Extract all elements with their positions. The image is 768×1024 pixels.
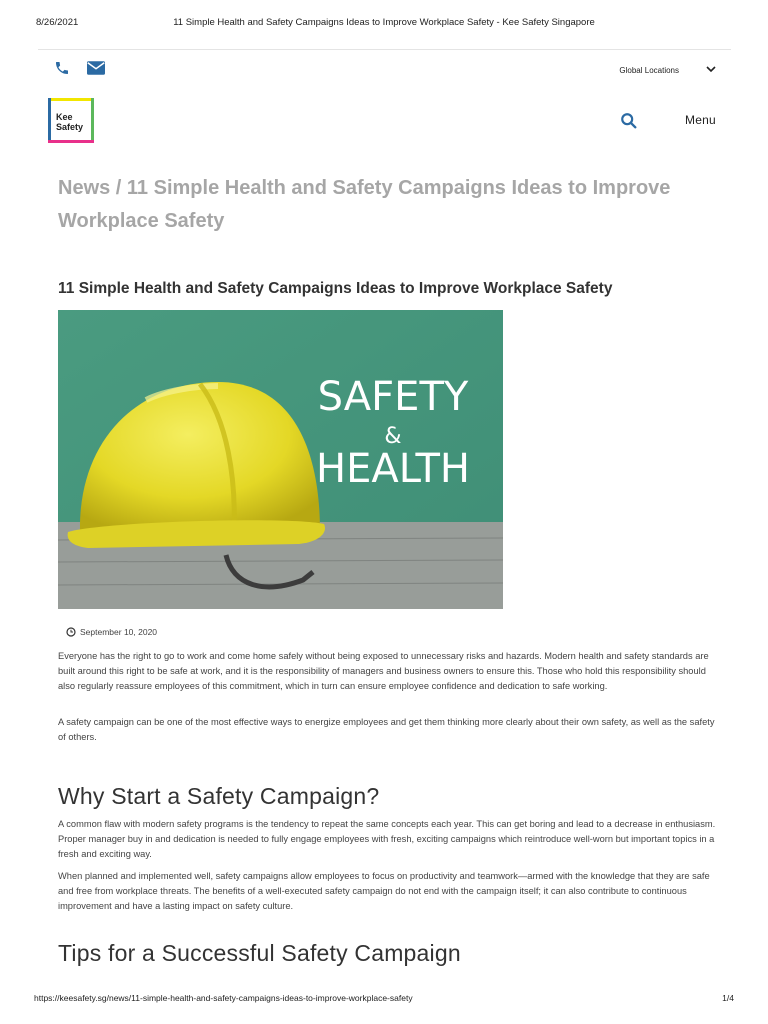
- print-date: 8/26/2021: [36, 17, 79, 28]
- section-heading-why: Why Start a Safety Campaign?: [58, 783, 380, 809]
- logo-text-kee: Kee: [56, 112, 73, 122]
- article-paragraph: Everyone has the right to go to work and come home safely without being exposed to unnecessary risks and hazards. Modern health and safety standards are built around this right to be safe at work, and it is the responsibility of managers and business owners to ensure this. Those who hold this responsibility should also regularly reassure employees of this commitment, which in turn can ensure employee confidence and dedication to safe working.: [58, 651, 709, 692]
- logo-text-safety: Safety: [56, 122, 84, 132]
- article-paragraph: A safety campaign can be one of the most effective ways to energize employees and get them thinking more clearly about their own safety, as well as the safety of others.: [58, 717, 715, 743]
- hero-image: [58, 310, 503, 609]
- kee-safety-logo[interactable]: [48, 98, 94, 143]
- article-title: 11 Simple Health and Safety Campaigns Ideas to Improve Workplace Safety: [58, 280, 613, 297]
- clock-icon: [66, 627, 76, 637]
- email-icon[interactable]: [87, 61, 105, 75]
- hero-text-health: HEALTH: [315, 446, 471, 492]
- hero-text-ampersand: &: [384, 424, 402, 449]
- print-page-number: 1/4: [722, 993, 734, 1003]
- article-paragraph: A common flaw with modern safety programs is the tendency to repeat the same concepts each year. This can get boring and lead to a decrease in enthusiasm. Proper manager buy in and dedication is needed to fully engage employees with fresh, exciting campaigns which reintroduce well-worn but important topics in a fresh and exciting way.: [58, 819, 716, 860]
- top-divider: [38, 49, 731, 50]
- article-paragraph: When planned and implemented well, safety campaigns allow employees to focus on productivity and teamwork—armed with the knowledge that they are safe and free from workplace threats. The benefits of a well-executed safety campaign do not end with the campaign itself; it can also contribute to continuous improvement and have a lasting impact on safety culture.: [58, 871, 710, 912]
- global-locations-dropdown[interactable]: Global Locations: [619, 66, 679, 75]
- section-heading-tips: Tips for a Successful Safety Campaign: [58, 940, 461, 966]
- print-header: [0, 0, 768, 40]
- contact-bar: [38, 58, 731, 82]
- menu-button[interactable]: Menu: [685, 113, 716, 127]
- print-page-title: 11 Simple Health and Safety Campaigns Ideas to Improve Workplace Safety - Kee Safety Singapore: [173, 17, 595, 28]
- breadcrumb: News / 11 Simple Health and Safety Campaigns Ideas to Improve Workplace Safety: [58, 177, 671, 232]
- print-url: https://keesafety.sg/news/11-simple-health-and-safety-campaigns-ideas-to-improve-workplace-safety: [34, 993, 413, 1003]
- hero-text-safety: SAFETY: [317, 374, 469, 420]
- phone-icon[interactable]: [54, 60, 70, 76]
- article-date: September 10, 2020: [80, 627, 158, 637]
- chevron-down-icon[interactable]: [705, 64, 717, 74]
- search-icon[interactable]: [620, 112, 638, 130]
